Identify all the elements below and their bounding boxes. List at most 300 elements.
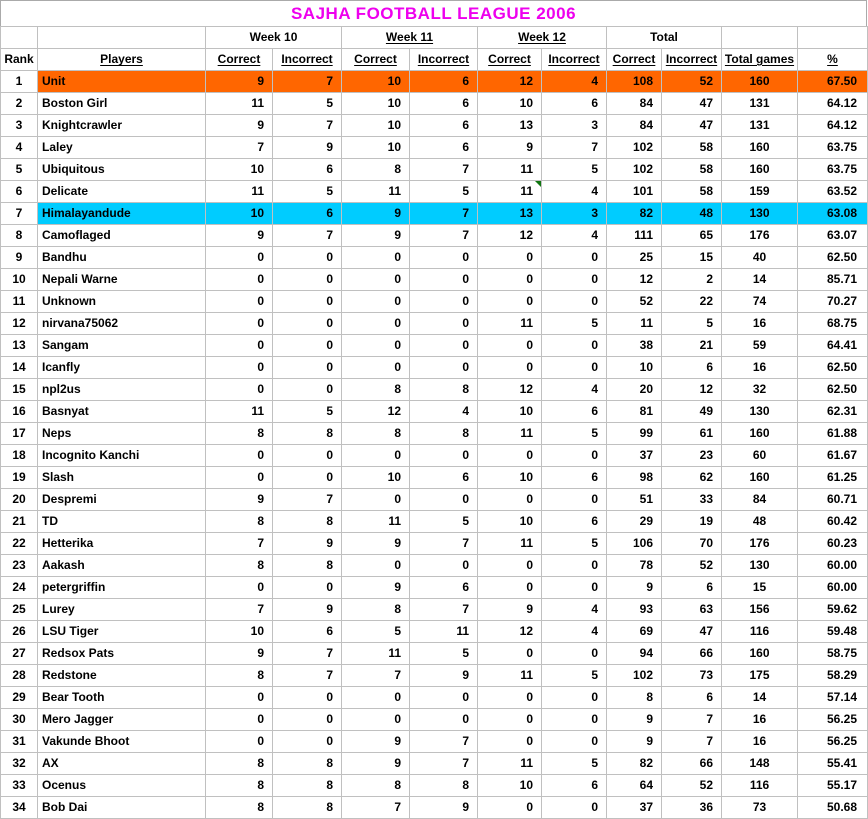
cell-total-correct[interactable]: 64 (607, 775, 662, 797)
cell-week12-correct[interactable]: 0 (478, 291, 542, 313)
cell-week11-correct[interactable]: 8 (342, 599, 410, 621)
cell-percent[interactable]: 61.67 (798, 445, 868, 467)
cell-week10-correct[interactable]: 9 (206, 643, 273, 665)
cell-week12-correct[interactable]: 0 (478, 489, 542, 511)
cell-week12-incorrect[interactable]: 0 (542, 797, 607, 819)
cell-week10-incorrect[interactable]: 5 (273, 181, 342, 203)
cell-total-correct[interactable]: 93 (607, 599, 662, 621)
cell-week12-incorrect[interactable]: 0 (542, 643, 607, 665)
cell-week12-incorrect[interactable]: 5 (542, 423, 607, 445)
cell-week12-incorrect[interactable]: 0 (542, 489, 607, 511)
cell-rank[interactable]: 33 (1, 775, 38, 797)
cell-total-games[interactable]: 148 (722, 753, 798, 775)
cell-total-correct[interactable]: 38 (607, 335, 662, 357)
cell-player[interactable]: TD (38, 511, 206, 533)
cell-total-correct[interactable]: 94 (607, 643, 662, 665)
cell-total-incorrect[interactable]: 65 (662, 225, 722, 247)
cell-week12-correct[interactable]: 11 (478, 753, 542, 775)
cell-total-incorrect[interactable]: 33 (662, 489, 722, 511)
cell-total-correct[interactable]: 8 (607, 687, 662, 709)
cell-week10-correct[interactable]: 0 (206, 291, 273, 313)
cell-week12-incorrect[interactable]: 0 (542, 687, 607, 709)
cell-week10-correct[interactable]: 9 (206, 225, 273, 247)
cell-week10-incorrect[interactable]: 7 (273, 115, 342, 137)
cell-week10-incorrect[interactable]: 0 (273, 313, 342, 335)
cell-week11-correct[interactable]: 8 (342, 423, 410, 445)
cell-week11-correct[interactable]: 10 (342, 467, 410, 489)
cell-week12-correct[interactable]: 10 (478, 775, 542, 797)
cell-week11-incorrect[interactable]: 5 (410, 643, 478, 665)
cell-player[interactable]: Nepali Warne (38, 269, 206, 291)
cell-total-games[interactable]: 130 (722, 401, 798, 423)
cell-total-incorrect[interactable]: 19 (662, 511, 722, 533)
cell-player[interactable]: petergriffin (38, 577, 206, 599)
cell-week10-incorrect[interactable]: 7 (273, 489, 342, 511)
cell-week10-incorrect[interactable]: 8 (273, 797, 342, 819)
cell-week12-correct[interactable]: 13 (478, 203, 542, 225)
cell-week10-correct[interactable]: 0 (206, 313, 273, 335)
cell-total-correct[interactable]: 69 (607, 621, 662, 643)
cell-player[interactable]: Slash (38, 467, 206, 489)
cell-rank[interactable]: 9 (1, 247, 38, 269)
cell-rank[interactable]: 20 (1, 489, 38, 511)
cell-week11-incorrect[interactable]: 8 (410, 379, 478, 401)
cell-total-correct[interactable]: 84 (607, 93, 662, 115)
cell-player[interactable]: nirvana75062 (38, 313, 206, 335)
cell-rank[interactable]: 3 (1, 115, 38, 137)
cell-week12-correct[interactable]: 12 (478, 225, 542, 247)
cell-week12-incorrect[interactable]: 4 (542, 181, 607, 203)
cell-rank[interactable]: 7 (1, 203, 38, 225)
cell-week12-incorrect[interactable]: 5 (542, 533, 607, 555)
cell-week12-correct[interactable]: 13 (478, 115, 542, 137)
header-week12-correct[interactable]: Correct (478, 49, 542, 71)
header-total-correct[interactable]: Correct (607, 49, 662, 71)
cell-week12-correct[interactable]: 12 (478, 379, 542, 401)
cell-player[interactable]: Bandhu (38, 247, 206, 269)
cell-rank[interactable]: 30 (1, 709, 38, 731)
cell-total-incorrect[interactable]: 7 (662, 709, 722, 731)
cell-total-incorrect[interactable]: 73 (662, 665, 722, 687)
cell-week11-incorrect[interactable]: 0 (410, 357, 478, 379)
cell-player[interactable]: Delicate (38, 181, 206, 203)
cell-week10-incorrect[interactable]: 6 (273, 203, 342, 225)
cell-week10-correct[interactable]: 0 (206, 445, 273, 467)
cell-total-incorrect[interactable]: 52 (662, 71, 722, 93)
cell-total-incorrect[interactable]: 58 (662, 137, 722, 159)
cell-week11-correct[interactable]: 7 (342, 665, 410, 687)
cell-week10-incorrect[interactable]: 7 (273, 225, 342, 247)
cell-percent[interactable]: 59.62 (798, 599, 868, 621)
cell-week12-correct[interactable]: 11 (478, 423, 542, 445)
header-percent[interactable]: % (798, 49, 868, 71)
cell-player[interactable]: Basnyat (38, 401, 206, 423)
cell-rank[interactable]: 16 (1, 401, 38, 423)
cell-percent[interactable]: 60.71 (798, 489, 868, 511)
cell-week11-incorrect[interactable]: 0 (410, 247, 478, 269)
cell-week11-incorrect[interactable]: 5 (410, 181, 478, 203)
cell-week12-incorrect[interactable]: 0 (542, 357, 607, 379)
cell-week10-correct[interactable]: 0 (206, 357, 273, 379)
cell-player[interactable]: Lurey (38, 599, 206, 621)
cell-week12-incorrect[interactable]: 0 (542, 291, 607, 313)
cell-week11-incorrect[interactable]: 6 (410, 93, 478, 115)
cell-week12-correct[interactable]: 0 (478, 269, 542, 291)
cell-total-games[interactable]: 130 (722, 203, 798, 225)
cell-week11-correct[interactable]: 10 (342, 137, 410, 159)
cell-week12-incorrect[interactable]: 0 (542, 445, 607, 467)
cell-rank[interactable]: 12 (1, 313, 38, 335)
cell-week10-correct[interactable]: 0 (206, 709, 273, 731)
cell-total-incorrect[interactable]: 5 (662, 313, 722, 335)
cell-week11-incorrect[interactable]: 0 (410, 445, 478, 467)
cell-player[interactable]: Unit (38, 71, 206, 93)
cell-percent[interactable]: 60.00 (798, 577, 868, 599)
cell-total-correct[interactable]: 52 (607, 291, 662, 313)
cell-total-correct[interactable]: 11 (607, 313, 662, 335)
cell-player[interactable]: Laley (38, 137, 206, 159)
cell-week11-incorrect[interactable]: 5 (410, 511, 478, 533)
cell-week10-correct[interactable]: 0 (206, 335, 273, 357)
cell-week12-correct[interactable]: 0 (478, 643, 542, 665)
cell-week10-incorrect[interactable]: 7 (273, 665, 342, 687)
cell-total-correct[interactable]: 81 (607, 401, 662, 423)
cell-total-correct[interactable]: 102 (607, 159, 662, 181)
cell-total-correct[interactable]: 111 (607, 225, 662, 247)
cell-week10-incorrect[interactable]: 8 (273, 753, 342, 775)
cell-total-games[interactable]: 160 (722, 159, 798, 181)
cell-rank[interactable]: 8 (1, 225, 38, 247)
cell-week12-correct[interactable]: 10 (478, 401, 542, 423)
cell-week11-correct[interactable]: 0 (342, 269, 410, 291)
cell-percent[interactable]: 70.27 (798, 291, 868, 313)
cell-percent[interactable]: 62.31 (798, 401, 868, 423)
header-week10-correct[interactable]: Correct (206, 49, 273, 71)
cell-week11-correct[interactable]: 11 (342, 511, 410, 533)
cell-player[interactable]: LSU Tiger (38, 621, 206, 643)
cell-week12-incorrect[interactable]: 0 (542, 709, 607, 731)
cell-total-games[interactable]: 130 (722, 555, 798, 577)
cell-week12-incorrect[interactable]: 6 (542, 93, 607, 115)
cell-percent[interactable]: 62.50 (798, 357, 868, 379)
cell-week10-incorrect[interactable]: 0 (273, 291, 342, 313)
cell-week10-correct[interactable]: 9 (206, 71, 273, 93)
cell-total-incorrect[interactable]: 22 (662, 291, 722, 313)
cell-week11-correct[interactable]: 9 (342, 577, 410, 599)
cell-total-incorrect[interactable]: 52 (662, 775, 722, 797)
cell-percent[interactable]: 59.48 (798, 621, 868, 643)
cell-total-incorrect[interactable]: 7 (662, 731, 722, 753)
cell-week12-incorrect[interactable]: 0 (542, 577, 607, 599)
cell-week11-correct[interactable]: 10 (342, 71, 410, 93)
cell-total-incorrect[interactable]: 61 (662, 423, 722, 445)
cell-total-games[interactable]: 131 (722, 115, 798, 137)
cell-week10-incorrect[interactable]: 0 (273, 247, 342, 269)
cell-total-games[interactable]: 14 (722, 687, 798, 709)
cell-week11-incorrect[interactable]: 6 (410, 577, 478, 599)
cell-total-incorrect[interactable]: 21 (662, 335, 722, 357)
cell-week11-correct[interactable]: 10 (342, 115, 410, 137)
cell-week12-incorrect[interactable]: 4 (542, 599, 607, 621)
cell-week12-incorrect[interactable]: 6 (542, 511, 607, 533)
cell-player[interactable]: Ocenus (38, 775, 206, 797)
cell-week10-incorrect[interactable]: 0 (273, 357, 342, 379)
cell-week10-correct[interactable]: 0 (206, 687, 273, 709)
cell-player[interactable]: AX (38, 753, 206, 775)
cell-week11-incorrect[interactable]: 0 (410, 709, 478, 731)
cell-total-games[interactable]: 60 (722, 445, 798, 467)
cell-percent[interactable]: 64.12 (798, 93, 868, 115)
cell-player[interactable]: Boston Girl (38, 93, 206, 115)
cell-week12-correct[interactable]: 0 (478, 731, 542, 753)
cell-total-games[interactable]: 16 (722, 731, 798, 753)
cell-week10-incorrect[interactable]: 0 (273, 269, 342, 291)
cell-week11-correct[interactable]: 8 (342, 379, 410, 401)
cell-week10-correct[interactable]: 0 (206, 247, 273, 269)
cell-percent[interactable]: 64.41 (798, 335, 868, 357)
header-rank[interactable]: Rank (1, 49, 38, 71)
cell-total-games[interactable]: 160 (722, 423, 798, 445)
cell-week12-correct[interactable]: 11 (478, 533, 542, 555)
cell-week10-incorrect[interactable]: 7 (273, 71, 342, 93)
cell-week11-incorrect[interactable]: 0 (410, 555, 478, 577)
cell-week12-incorrect[interactable]: 5 (542, 753, 607, 775)
header-week12[interactable]: Week 12 (478, 27, 607, 49)
cell-week10-correct[interactable]: 8 (206, 555, 273, 577)
cell-total-correct[interactable]: 12 (607, 269, 662, 291)
cell-player[interactable]: Incognito Kanchi (38, 445, 206, 467)
cell-week10-incorrect[interactable]: 6 (273, 621, 342, 643)
cell-week10-correct[interactable]: 7 (206, 533, 273, 555)
cell-week11-correct[interactable]: 0 (342, 291, 410, 313)
cell-week11-correct[interactable]: 9 (342, 731, 410, 753)
cell-percent[interactable]: 68.75 (798, 313, 868, 335)
cell-week11-incorrect[interactable]: 9 (410, 665, 478, 687)
cell-rank[interactable]: 29 (1, 687, 38, 709)
cell-rank[interactable]: 18 (1, 445, 38, 467)
cell-week11-correct[interactable]: 0 (342, 335, 410, 357)
cell-player[interactable]: npl2us (38, 379, 206, 401)
cell-total-incorrect[interactable]: 6 (662, 687, 722, 709)
cell-total-correct[interactable]: 51 (607, 489, 662, 511)
cell-week12-incorrect[interactable]: 4 (542, 379, 607, 401)
cell-week11-incorrect[interactable]: 0 (410, 687, 478, 709)
cell-total-correct[interactable]: 82 (607, 203, 662, 225)
cell-total-incorrect[interactable]: 36 (662, 797, 722, 819)
cell-total-correct[interactable]: 101 (607, 181, 662, 203)
cell-rank[interactable]: 2 (1, 93, 38, 115)
cell-rank[interactable]: 22 (1, 533, 38, 555)
cell-week11-incorrect[interactable]: 7 (410, 203, 478, 225)
cell-week12-correct[interactable]: 10 (478, 467, 542, 489)
cell-week11-correct[interactable]: 0 (342, 445, 410, 467)
header-total[interactable]: Total (607, 27, 722, 49)
cell-week11-correct[interactable]: 11 (342, 643, 410, 665)
cell-week10-correct[interactable]: 9 (206, 489, 273, 511)
cell-percent[interactable]: 63.08 (798, 203, 868, 225)
cell-total-games[interactable]: 131 (722, 93, 798, 115)
cell-player[interactable]: Himalayandude (38, 203, 206, 225)
cell-week11-correct[interactable]: 0 (342, 313, 410, 335)
cell-total-correct[interactable]: 102 (607, 137, 662, 159)
cell-total-incorrect[interactable]: 12 (662, 379, 722, 401)
cell-week11-correct[interactable]: 9 (342, 225, 410, 247)
cell-total-incorrect[interactable]: 47 (662, 115, 722, 137)
cell-percent[interactable]: 85.71 (798, 269, 868, 291)
cell-rank[interactable]: 6 (1, 181, 38, 203)
cell-week12-incorrect[interactable]: 5 (542, 159, 607, 181)
cell-week10-incorrect[interactable]: 0 (273, 335, 342, 357)
cell-percent[interactable]: 55.41 (798, 753, 868, 775)
cell-week10-incorrect[interactable]: 0 (273, 731, 342, 753)
cell-rank[interactable]: 25 (1, 599, 38, 621)
cell-player[interactable]: Mero Jagger (38, 709, 206, 731)
cell-total-correct[interactable]: 106 (607, 533, 662, 555)
cell-week11-incorrect[interactable]: 6 (410, 115, 478, 137)
cell-week11-correct[interactable]: 0 (342, 489, 410, 511)
cell-week11-correct[interactable]: 9 (342, 533, 410, 555)
cell-week11-correct[interactable]: 0 (342, 247, 410, 269)
cell-rank[interactable]: 31 (1, 731, 38, 753)
cell-week10-correct[interactable]: 0 (206, 731, 273, 753)
cell-week10-correct[interactable]: 8 (206, 423, 273, 445)
cell-week10-correct[interactable]: 8 (206, 665, 273, 687)
cell-week12-incorrect[interactable]: 4 (542, 621, 607, 643)
cell-week10-incorrect[interactable]: 8 (273, 511, 342, 533)
cell-player[interactable]: Knightcrawler (38, 115, 206, 137)
cell-week11-incorrect[interactable]: 6 (410, 467, 478, 489)
cell-week12-correct[interactable]: 11 (478, 159, 542, 181)
cell-week12-incorrect[interactable]: 0 (542, 269, 607, 291)
header-week10[interactable]: Week 10 (206, 27, 342, 49)
cell-total-correct[interactable]: 98 (607, 467, 662, 489)
cell-week11-incorrect[interactable]: 0 (410, 291, 478, 313)
cell-week10-incorrect[interactable]: 0 (273, 379, 342, 401)
cell-rank[interactable]: 13 (1, 335, 38, 357)
cell-percent[interactable]: 55.17 (798, 775, 868, 797)
cell-week12-incorrect[interactable]: 0 (542, 335, 607, 357)
cell-percent[interactable]: 61.88 (798, 423, 868, 445)
cell-total-incorrect[interactable]: 47 (662, 93, 722, 115)
cell-week11-incorrect[interactable]: 6 (410, 71, 478, 93)
blank-cell[interactable] (38, 27, 206, 49)
cell-week11-incorrect[interactable]: 0 (410, 313, 478, 335)
cell-week12-incorrect[interactable]: 4 (542, 225, 607, 247)
cell-week10-correct[interactable]: 0 (206, 577, 273, 599)
cell-total-correct[interactable]: 20 (607, 379, 662, 401)
cell-week12-incorrect[interactable]: 0 (542, 555, 607, 577)
cell-percent[interactable]: 58.75 (798, 643, 868, 665)
cell-total-incorrect[interactable]: 52 (662, 555, 722, 577)
header-week12-incorrect[interactable]: Incorrect (542, 49, 607, 71)
cell-total-correct[interactable]: 84 (607, 115, 662, 137)
cell-week12-correct[interactable]: 12 (478, 621, 542, 643)
cell-total-games[interactable]: 159 (722, 181, 798, 203)
cell-percent[interactable]: 57.14 (798, 687, 868, 709)
cell-week10-incorrect[interactable]: 9 (273, 533, 342, 555)
cell-total-games[interactable]: 84 (722, 489, 798, 511)
cell-week11-correct[interactable]: 9 (342, 203, 410, 225)
cell-percent[interactable]: 63.52 (798, 181, 868, 203)
cell-total-correct[interactable]: 37 (607, 445, 662, 467)
cell-total-incorrect[interactable]: 63 (662, 599, 722, 621)
cell-total-correct[interactable]: 10 (607, 357, 662, 379)
cell-player[interactable]: Neps (38, 423, 206, 445)
cell-week12-correct[interactable]: 0 (478, 247, 542, 269)
cell-percent[interactable]: 63.07 (798, 225, 868, 247)
cell-total-games[interactable]: 74 (722, 291, 798, 313)
cell-week10-incorrect[interactable]: 7 (273, 643, 342, 665)
cell-week11-incorrect[interactable]: 0 (410, 335, 478, 357)
cell-week12-incorrect[interactable]: 3 (542, 115, 607, 137)
cell-total-games[interactable]: 16 (722, 357, 798, 379)
cell-total-incorrect[interactable]: 2 (662, 269, 722, 291)
cell-week12-incorrect[interactable]: 4 (542, 71, 607, 93)
cell-week12-incorrect[interactable]: 6 (542, 467, 607, 489)
cell-week11-incorrect[interactable]: 11 (410, 621, 478, 643)
cell-week12-correct[interactable]: 0 (478, 555, 542, 577)
cell-week11-incorrect[interactable]: 0 (410, 489, 478, 511)
cell-week11-correct[interactable]: 0 (342, 709, 410, 731)
cell-rank[interactable]: 19 (1, 467, 38, 489)
cell-week11-incorrect[interactable]: 7 (410, 731, 478, 753)
header-players[interactable]: Players (38, 49, 206, 71)
cell-rank[interactable]: 34 (1, 797, 38, 819)
cell-total-correct[interactable]: 37 (607, 797, 662, 819)
cell-week10-incorrect[interactable]: 0 (273, 467, 342, 489)
cell-week12-correct[interactable]: 0 (478, 797, 542, 819)
cell-total-correct[interactable]: 99 (607, 423, 662, 445)
cell-week12-incorrect[interactable]: 6 (542, 401, 607, 423)
cell-player[interactable]: Bear Tooth (38, 687, 206, 709)
cell-rank[interactable]: 11 (1, 291, 38, 313)
cell-total-games[interactable]: 16 (722, 313, 798, 335)
cell-week11-incorrect[interactable]: 6 (410, 137, 478, 159)
cell-week10-correct[interactable]: 8 (206, 753, 273, 775)
cell-total-correct[interactable]: 29 (607, 511, 662, 533)
header-total-incorrect[interactable]: Incorrect (662, 49, 722, 71)
cell-week10-correct[interactable]: 8 (206, 797, 273, 819)
cell-week12-incorrect[interactable]: 0 (542, 731, 607, 753)
cell-week12-correct[interactable]: 11 (478, 665, 542, 687)
cell-player[interactable]: Ubiquitous (38, 159, 206, 181)
cell-week12-correct[interactable]: 0 (478, 335, 542, 357)
cell-percent[interactable]: 62.50 (798, 379, 868, 401)
cell-rank[interactable]: 24 (1, 577, 38, 599)
cell-week10-incorrect[interactable]: 8 (273, 775, 342, 797)
cell-percent[interactable]: 56.25 (798, 731, 868, 753)
cell-week10-correct[interactable]: 10 (206, 159, 273, 181)
cell-week10-incorrect[interactable]: 9 (273, 599, 342, 621)
cell-week11-correct[interactable]: 0 (342, 687, 410, 709)
cell-percent[interactable]: 60.23 (798, 533, 868, 555)
cell-week10-incorrect[interactable]: 9 (273, 137, 342, 159)
cell-total-games[interactable]: 160 (722, 71, 798, 93)
cell-rank[interactable]: 14 (1, 357, 38, 379)
cell-player[interactable]: Icanfly (38, 357, 206, 379)
cell-rank[interactable]: 32 (1, 753, 38, 775)
cell-percent[interactable]: 58.29 (798, 665, 868, 687)
cell-rank[interactable]: 15 (1, 379, 38, 401)
cell-percent[interactable]: 64.12 (798, 115, 868, 137)
cell-total-incorrect[interactable]: 66 (662, 643, 722, 665)
cell-player[interactable]: Unknown (38, 291, 206, 313)
cell-player[interactable]: Vakunde Bhoot (38, 731, 206, 753)
cell-week10-incorrect[interactable]: 5 (273, 401, 342, 423)
cell-total-games[interactable]: 160 (722, 643, 798, 665)
blank-cell[interactable] (722, 27, 798, 49)
cell-week11-correct[interactable]: 10 (342, 93, 410, 115)
